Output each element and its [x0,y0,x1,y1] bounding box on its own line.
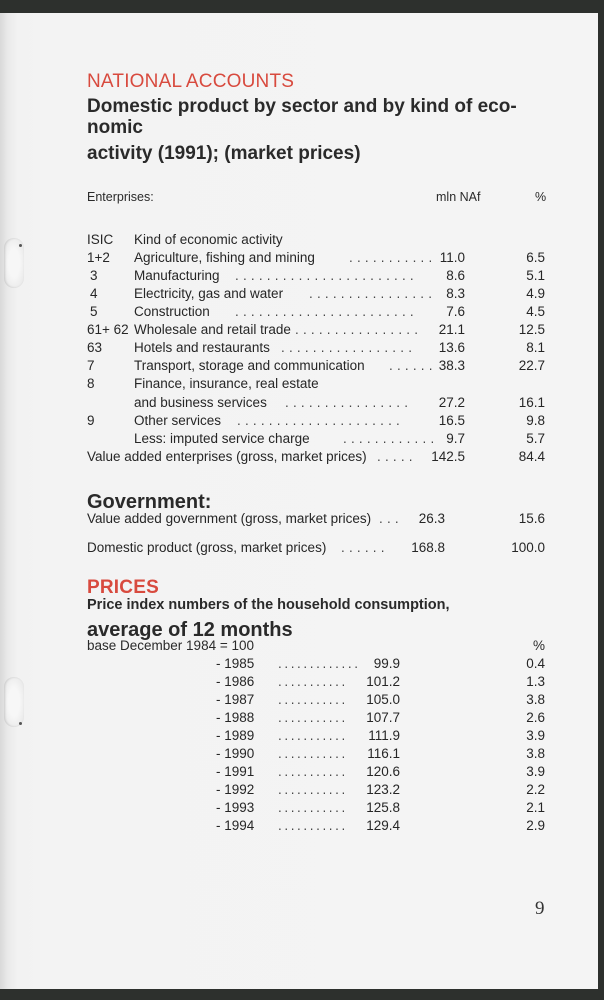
column-header-value: mln NAf [436,190,481,204]
activity-label: Finance, insurance, real estate [134,376,319,391]
index-value: 123.2 [366,782,400,797]
activity-label: Manufacturing [134,268,220,283]
percent-cell: 84.4 [518,449,545,464]
percent-change: 3.8 [526,692,545,707]
isic-header-row [87,232,545,250]
percent-change: 2.9 [526,818,545,833]
percent-cell: 22.7 [518,358,545,373]
government-label: Value added government (gross, market prices) [87,511,372,526]
percent-cell: 16.1 [518,395,545,410]
price-row [216,728,545,746]
index-value: 120.6 [366,764,400,779]
percent-change: 3.9 [526,764,545,779]
value-cell: 26.3 [418,511,445,526]
leader-dots: ............ [343,431,439,446]
price-row [216,764,545,782]
prices-percent-header: % [533,638,546,653]
activity-label: Other services [134,413,222,428]
index-value: 116.1 [367,746,400,761]
activity-label: Hotels and restaurants [134,340,270,355]
heading-line-3: activity (1991); (market prices) [87,143,361,164]
leader-dots: ..................... [237,413,404,428]
percent-change: 3.9 [526,728,545,743]
value-cell: 8.3 [446,286,465,301]
percent-change: 2.2 [526,782,545,797]
percent-cell: 4.5 [526,304,545,319]
isic-code: 7 [87,358,95,373]
column-header-percent: % [535,190,547,204]
percent-cell: 5.1 [526,268,545,283]
section-title-prices: PRICES [87,577,159,598]
staple-mark-top [19,244,22,247]
table-row [87,358,545,376]
table-row [87,431,545,449]
year-label: - 1988 [216,710,255,725]
table-row [87,376,545,394]
percent-cell: 8.1 [526,340,545,355]
leader-dots: ........... [278,674,348,689]
table-row [87,268,545,286]
value-cell: 142.5 [431,449,465,464]
percent-change: 1.3 [526,674,545,689]
leader-dots: ................. [281,340,417,355]
year-label: - 1986 [216,674,255,689]
isic-code: 4 [90,286,98,301]
leader-dots: ........... [278,746,348,761]
price-row [216,710,545,728]
table-row [87,250,545,268]
staple-mark-bottom [19,722,22,725]
leader-dots: ....................... [235,304,418,319]
value-cell: 9.7 [446,431,465,446]
value-cell: 38.3 [438,358,465,373]
leader-dots: ........... [278,764,348,779]
year-label: - 1993 [216,800,255,815]
percent-change: 2.6 [526,710,545,725]
table-row [87,286,545,304]
percent-change: 2.1 [526,800,545,815]
leader-dots: ........... [278,800,348,815]
value-cell: 27.2 [438,395,465,410]
leader-dots: ...... [341,540,389,555]
domestic-product-label: Domestic product (gross, market prices) [87,540,327,555]
percent-cell: 9.8 [526,413,545,428]
index-value: 129.4 [366,818,400,833]
activity-header: Kind of economic activity [134,232,283,247]
table-row [87,304,545,322]
leader-dots: ................ [285,395,413,410]
activity-label: Construction [134,304,210,319]
leader-dots: ...... [389,358,437,373]
year-label: - 1985 [216,656,255,671]
heading-line-1: Domestic product by sector and by kind of eco- [87,96,517,117]
isic-code: 9 [87,413,95,428]
year-label: - 1990 [216,746,255,761]
percent-change: 3.8 [526,746,545,761]
isic-label: ISIC [87,232,114,247]
percent-cell: 4.9 [526,286,545,301]
value-cell: 13.6 [438,340,465,355]
enterprises-label: Enterprises: [87,190,154,204]
year-label: - 1992 [216,782,255,797]
leader-dots: ................ [309,286,437,301]
leader-dots: ............. [278,656,361,671]
isic-code: 1+2 [87,250,110,265]
activity-label: Wholesale and retail trade [134,322,291,337]
binding-hole-bottom [4,677,24,727]
leader-dots: ........... [349,250,437,265]
year-label: - 1991 [216,764,255,779]
price-row [216,818,545,836]
base-note: base December 1984 = 100 [87,638,254,653]
percent-cell: 6.5 [526,250,545,265]
leader-dots: ........... [278,782,348,797]
leader-dots: ........... [278,818,348,833]
leader-dots: ........... [278,710,348,725]
index-value: 107.7 [366,710,400,725]
table-row [87,395,545,413]
activity-label: Agriculture, fishing and mining [134,250,315,265]
leader-dots: ..... [377,449,417,464]
isic-code: 5 [90,304,98,319]
isic-code: 61+ 62 [87,322,129,337]
table-row [87,340,545,358]
year-label: - 1994 [216,818,255,833]
year-label: - 1989 [216,728,255,743]
value-cell: 21.1 [438,322,465,337]
price-row [216,692,545,710]
value-cell: 16.5 [438,413,465,428]
total-label: Value added enterprises (gross, market prices) [87,449,367,464]
table-row [87,413,545,431]
leader-dots: ........... [278,692,348,707]
prices-heading-line-2: average of 12 months [87,619,293,641]
table-row [87,322,545,340]
index-value: 99.9 [373,656,400,671]
activity-label: Electricity, gas and water [134,286,284,301]
government-heading: Government: [87,491,212,513]
index-value: 111.9 [368,728,400,743]
percent-cell: 5.7 [526,431,545,446]
isic-code: 8 [87,376,95,391]
domestic-product-row [87,540,545,558]
price-row [216,782,545,800]
page-number: 9 [535,898,545,919]
percent-cell: 15.6 [518,511,545,526]
price-row [216,656,545,674]
value-cell: 7.6 [446,304,465,319]
isic-code: 3 [90,268,98,283]
percent-cell: 12.5 [518,322,545,337]
leader-dots: ................ [295,322,423,337]
leader-dots: ........... [278,728,348,743]
heading-line-2: nomic [87,117,143,138]
percent-cell: 100.0 [511,540,545,555]
activity-label: Transport, storage and communication [134,358,365,373]
leader-dots: ....................... [235,268,418,283]
index-value: 101.2 [366,674,400,689]
value-cell: 8.6 [446,268,465,283]
index-value: 105.0 [366,692,400,707]
prices-heading-line-1: Price index numbers of the household consumption, [87,597,450,613]
price-row [216,800,545,818]
enterprises-total-row [87,449,545,467]
year-label: - 1987 [216,692,255,707]
value-cell: 11.0 [439,250,465,265]
index-value: 125.8 [366,800,400,815]
activity-label: and business services [134,395,267,410]
isic-code: 63 [87,340,103,355]
leader-dots: ... [379,511,403,526]
activity-label: Less: imputed service charge [134,431,310,446]
government-row [87,511,545,529]
price-row [216,746,545,764]
section-title-national-accounts: NATIONAL ACCOUNTS [87,71,295,92]
value-cell: 168.8 [411,540,445,555]
price-row [216,674,545,692]
percent-change: 0.4 [526,656,545,671]
